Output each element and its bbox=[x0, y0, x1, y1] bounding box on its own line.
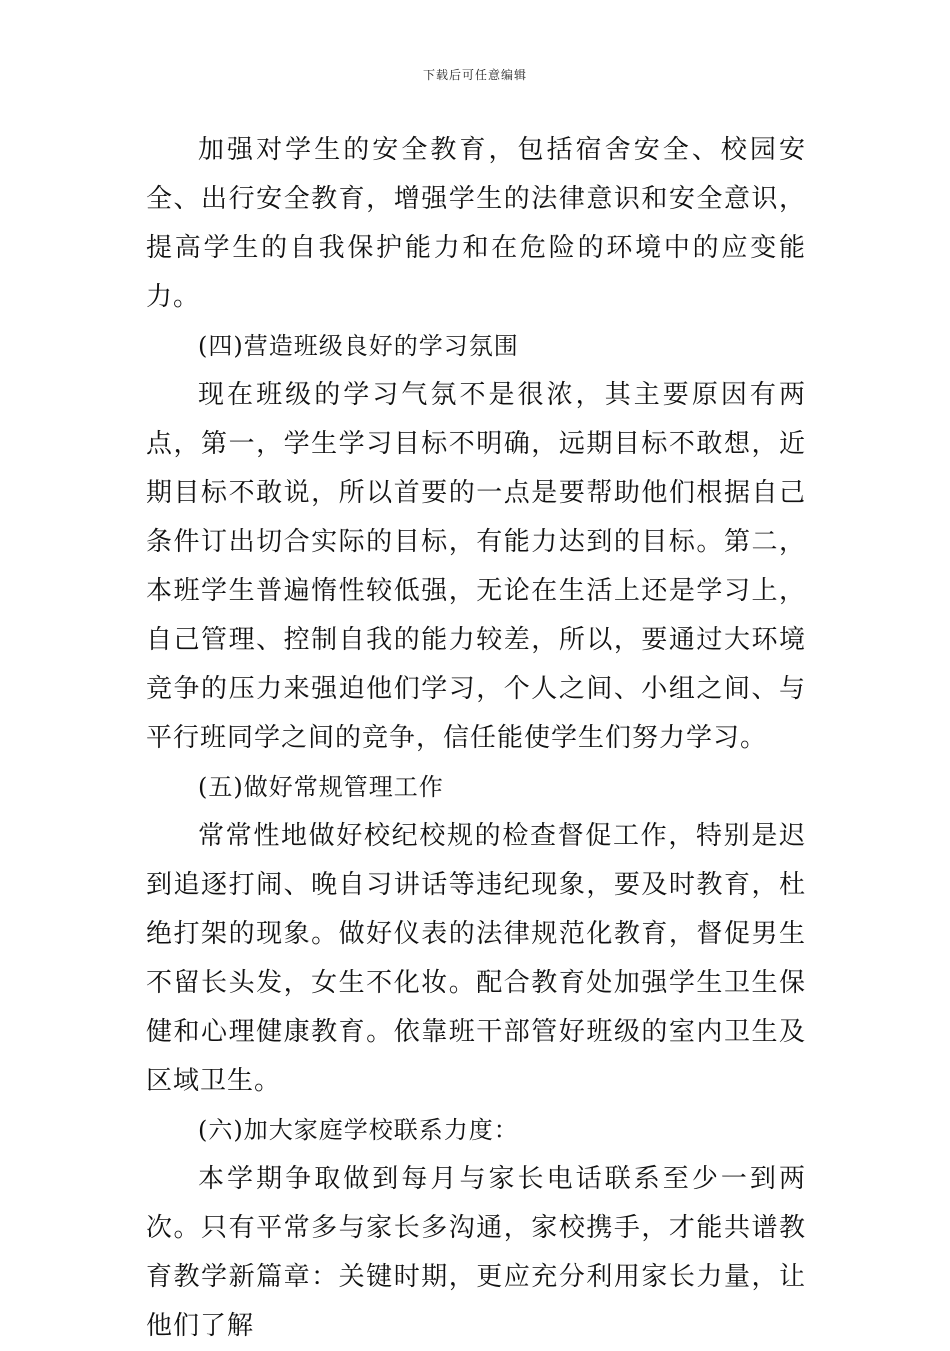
section-heading-6: (六)加大家庭学校联系力度： bbox=[198, 1116, 519, 1144]
section-heading-5: (五)做好常规管理工作 bbox=[198, 773, 444, 801]
section-heading-4: (四)营造班级良好的学习氛围 bbox=[198, 332, 519, 360]
paragraph-routine-management: 常常性地做好校纪校规的检查督促工作，特别是迟到追逐打闹、晚自习讲话等违纪现象，要及时教育，杜绝打架的现象。做好仪表的法律规范化教育，督促男生不留长头发，女生不化妆。配合教育处加强学生卫生保健和心理健康教育。依靠班干部管好班级的室内卫生及区域卫生。 bbox=[146, 821, 806, 1096]
page-header-note: 下载后可任意编辑 bbox=[422, 68, 527, 82]
paragraph-safety-education: 加强对学生的安全教育，包括宿舍安全、校园安全、出行安全教育，增强学生的法律意识和安全意识，提高学生的自我保护能力和在危险的环境中的应变能力。 bbox=[146, 135, 806, 312]
document-body bbox=[146, 126, 806, 1351]
paragraph-study-atmosphere: 现在班级的学习气氛不是很浓，其主要原因有两点，第一，学生学习目标不明确，远期目标不敢想，近期目标不敢说，所以首要的一点是要帮助他们根据自己条件订出切合实际的目标，有能力达到的目标。第二，本班学生普遍惰性较低强，无论在生活上还是学习上，自己管理、控制自我的能力较差，所以，要通过大环境竞争的压力来强迫他们学习，个人之间、小组之间、与平行班同学之间的竞争，信任能使学生们努力学习。 bbox=[146, 380, 806, 753]
paragraph-home-school-contact: 本学期争取做到每月与家长电话联系至少一到两次。只有平常多与家长多沟通，家校携手，才能共谱教育教学新篇章：关键时期，更应充分利用家长力量，让他们了解 bbox=[146, 1164, 806, 1341]
